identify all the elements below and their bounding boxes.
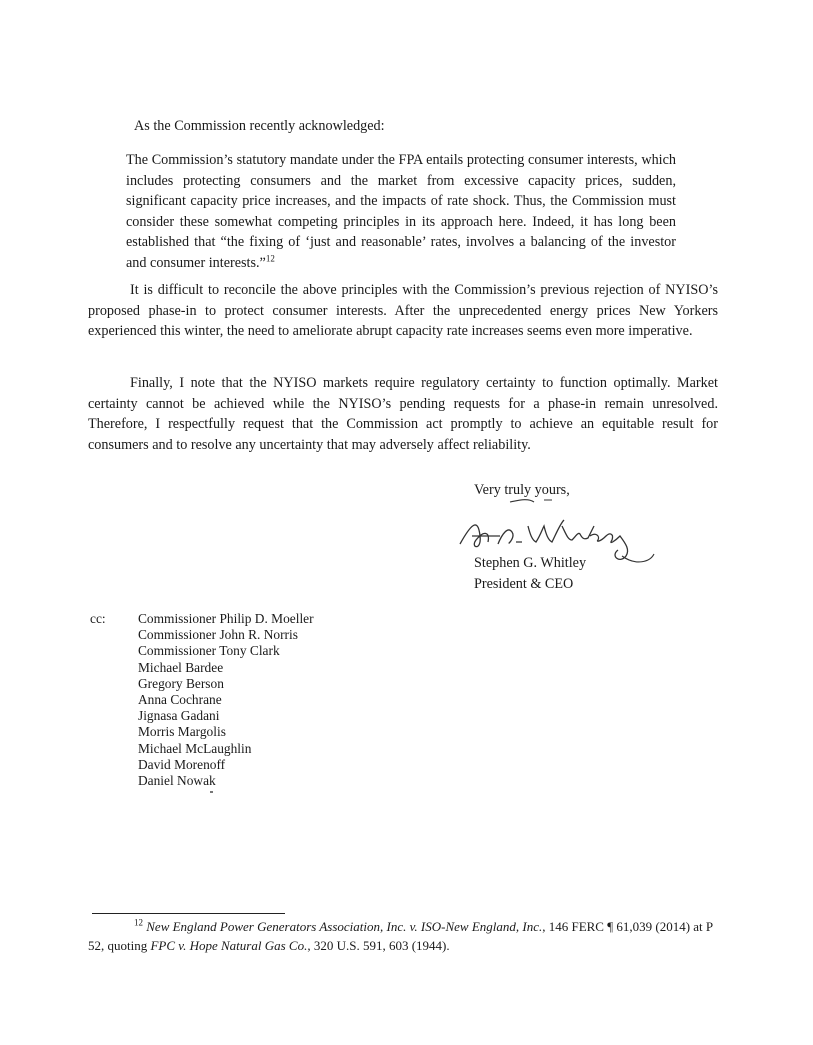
cc-recipient: Morris Margolis [138,724,226,740]
signer-name: Stephen G. Whitley [474,555,587,571]
cc-recipient: Commissioner Philip D. Moeller [138,611,314,626]
scan-speck [210,791,213,793]
footnote-case-2: FPC v. Hope Natural Gas Co. [150,938,308,953]
cc-recipient: Michael Bardee [138,659,224,675]
cc-recipient: Gregory Berson [138,675,224,691]
cc-recipient: Michael McLaughlin [138,740,252,756]
footnote [88,917,718,955]
block-quote [126,150,676,274]
footnote-cite-2: , 320 U.S. 591, 603 (1944). [307,938,450,953]
cc-recipient: Jignasa Gadani [138,708,220,724]
cc-recipient-list [138,611,314,789]
cc-recipient: Daniel Nowak [138,773,216,789]
signature-block [474,553,586,595]
cc-recipient: Commissioner John R. Norris [138,627,298,643]
intro-line: As the Commission recently acknowledged: [134,118,385,134]
cc-recipient: Anna Cochrane [138,692,222,708]
paragraph-phase-in: It is difficult to reconcile the above principles with the Commission’s previous rejection of NYISO’s proposed phase-in to protect consumer interests. After the unprecedented energy prices New Yorkers experienced this winter, the need to ameliorate abrupt capacity rate increases seems even more imperative. [88,282,718,340]
cc-recipient: Commissioner Tony Clark [138,643,280,659]
signer-title: President & CEO [474,576,574,592]
footnote-case-1: New England Power Generators Association, Inc. v. ISO-New England, Inc. [146,919,543,934]
footnote-cite-1: , 146 FERC ¶ 61,039 (2014) at P 52, quoting [88,919,713,953]
cc-recipient: David Morenoff [138,756,226,772]
cc-label: cc: [90,611,106,626]
footnote-number: 12 [134,917,143,928]
closing: Very truly yours, [474,482,570,498]
block-quote-text: The Commission’s statutory mandate under the FPA entails protecting consumer interests, which includes protecting consumers and the market from excessive capacity prices, sudden, significant capacity price increases, and the impacts of rate shock. Thus, the Commission must consider these somewhat competing principles in its approach here. Indeed, it has long been established that “the fixing of ‘just and reasonable’ rates, involves a balancing of the investor and consumer interests.” [126,152,676,271]
footnote-divider [92,913,285,914]
paragraph-certainty: Finally, I note that the NYISO markets require regulatory certainty to function optimally. Market certainty cannot be achieved while the NYISO’s pending requests for a phase-in remain unresolved. Therefore, I respectfully request that the Commission act promptly to achieve an equitable result for consumers and to resolve any uncertainty that may adversely affect reliability. [88,375,718,453]
footnote-ref: 12 [265,253,275,264]
